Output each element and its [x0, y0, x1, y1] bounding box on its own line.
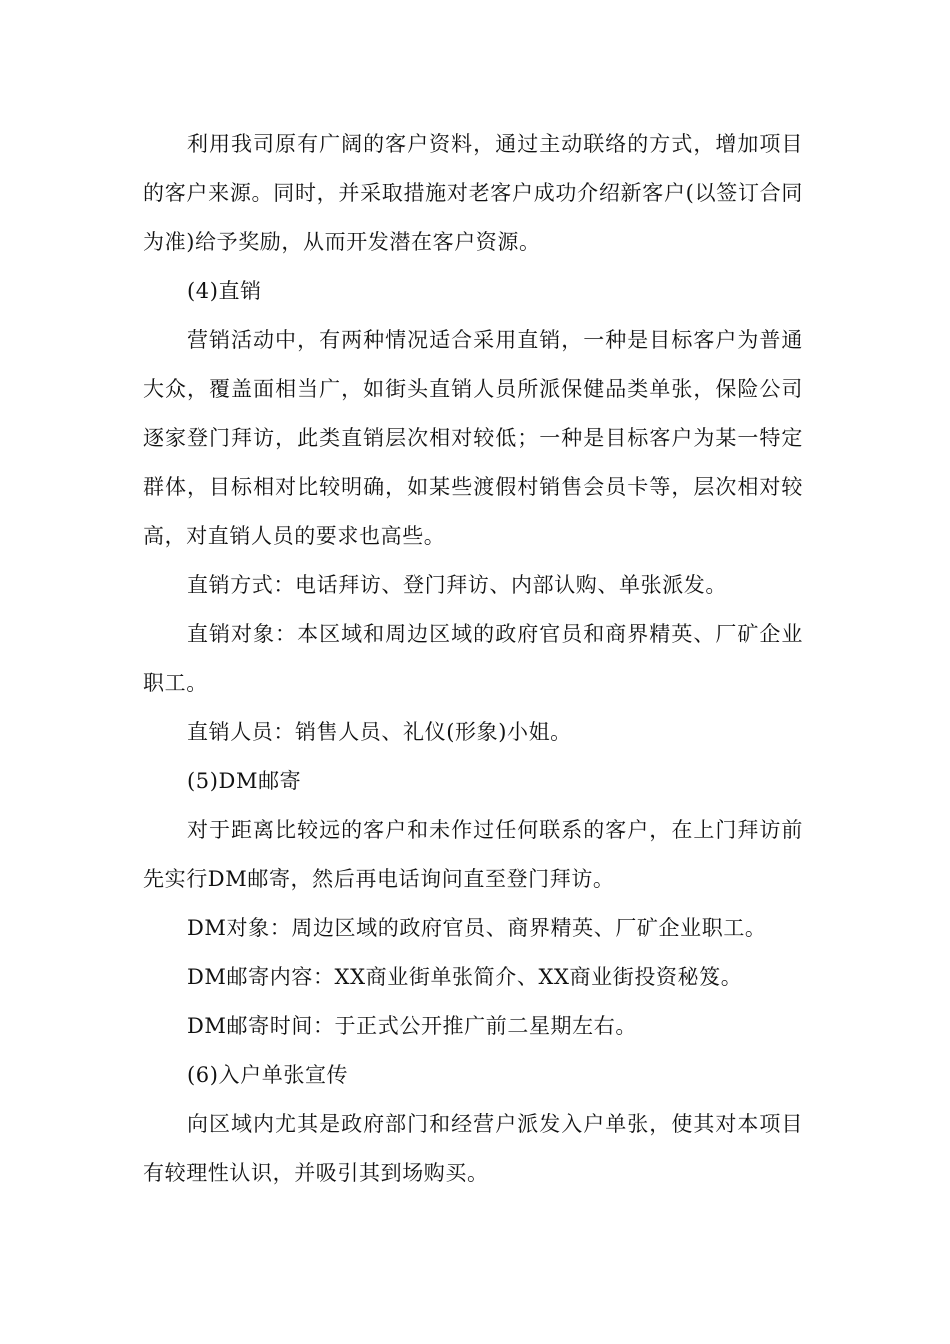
heading-door-flyers: (6)入户单张宣传	[187, 1063, 349, 1087]
paragraph-dm-content: DM邮寄内容：XX商业街单张简介、XX商业街投资秘笈。	[187, 965, 743, 989]
paragraph-direct-sales-staff: 直销人员：销售人员、礼仪(形象)小姐。	[187, 720, 572, 744]
paragraph-dm-mail-intro: 对于距离比较远的客户和未作过任何联系的客户，在上门拜访前先实行DM邮寄，然后再电话询问直至登门拜访。	[143, 818, 803, 891]
paragraph-direct-sales-methods: 直销方式：电话拜访、登门拜访、内部认购、单张派发。	[187, 573, 727, 597]
paragraph-customer-referral: 利用我司原有广阔的客户资料，通过主动联络的方式，增加项目的客户来源。同时，并采取措施对老客户成功介绍新客户(以签订合同为准)给予奖励，从而开发潜在客户资源。	[143, 132, 803, 254]
document-body	[143, 120, 803, 1198]
heading-dm-mail: (5)DM邮寄	[187, 769, 302, 793]
paragraph-direct-sales-targets: 直销对象：本区域和周边区域的政府官员和商界精英、厂矿企业职工。	[143, 622, 803, 695]
paragraph-dm-timing: DM邮寄时间：于正式公开推广前二星期左右。	[187, 1014, 637, 1038]
heading-direct-sales: (4)直销	[187, 279, 262, 303]
paragraph-direct-sales-intro: 营销活动中，有两种情况适合采用直销，一种是目标客户为普通大众，覆盖面相当广，如街头直销人员所派保健品类单张，保险公司逐家登门拜访，此类直销层次相对较低；一种是目标客户为某一特定群体，目标相对比较明确，如某些渡假村销售会员卡等，层次相对较高，对直销人员的要求也高些。	[143, 328, 803, 548]
paragraph-door-flyers: 向区域内尤其是政府部门和经营户派发入户单张，使其对本项目有较理性认识，并吸引其到场购买。	[143, 1112, 803, 1185]
paragraph-dm-targets: DM对象：周边区域的政府官员、商界精英、厂矿企业职工。	[187, 916, 767, 940]
